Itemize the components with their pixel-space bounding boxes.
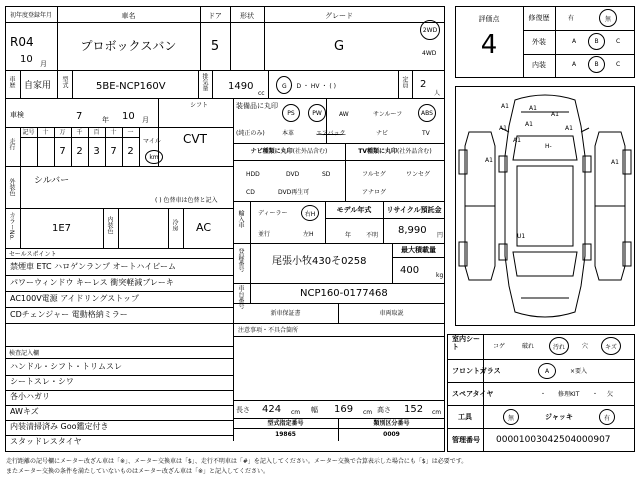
grade-value: G	[333, 39, 345, 54]
equipment-item: ナビ	[376, 130, 389, 137]
seat-option-circled: 汚れ	[549, 337, 569, 355]
inspector-line-rule	[5, 405, 233, 406]
right-hand-circle	[301, 205, 319, 221]
equipment-item-circled: PW	[308, 104, 326, 122]
recycle-unit: 円	[437, 232, 444, 239]
sales-line-rule	[5, 275, 233, 276]
inspection-month-unit: 月	[142, 116, 149, 124]
mileage-digit: 3	[93, 146, 100, 157]
footer-line-2: またメーター交換の条件を満たしていないものはメーター改ざん車は「※」と記入してください。	[6, 468, 270, 475]
model-year-value: 不明	[366, 232, 379, 239]
spare-opt-1: ・	[540, 391, 547, 398]
seat-option: 破れ	[522, 343, 535, 350]
width-value: 169	[334, 404, 354, 415]
diagram-damage-mark: A1	[485, 157, 493, 164]
sales-line-rule	[5, 291, 233, 292]
height-label: 高さ	[377, 406, 391, 414]
first-reg-value: R04	[10, 35, 34, 49]
capacity-label: 定員	[401, 76, 408, 88]
grade-abc-circled: B	[588, 56, 605, 73]
nav-title: ナビ種類に丸印	[250, 148, 293, 155]
mileage-digit: 2	[76, 146, 83, 157]
exterior-label: 外装	[532, 38, 546, 46]
tools-value: 無	[507, 414, 514, 422]
front-glass-a: A	[544, 367, 550, 375]
fuel-selected-circle	[276, 76, 292, 94]
model-value: 5BE-NCP160V	[96, 81, 166, 92]
doors-value: 5	[210, 39, 220, 54]
inspector-note-line: スタッドレスタイヤ	[10, 437, 82, 446]
unit-km: km	[149, 153, 159, 161]
registration-value: 尾張小牧430そ0258	[272, 256, 367, 267]
front-glass-replace: ×要入	[570, 368, 588, 375]
equipment-item-circled: PS	[282, 104, 300, 122]
type-cert-label: 型式指定番号	[267, 420, 304, 427]
car-name-label: 車名	[121, 12, 136, 20]
equipment-item: サンルーフ	[373, 111, 403, 118]
diagram-damage-mark: A1	[529, 105, 537, 112]
model-label: 型式	[61, 76, 68, 88]
diagram-damage-mark: U1	[517, 233, 526, 240]
digit-header: 十	[110, 129, 117, 136]
registration-label: 登録番号	[237, 248, 244, 272]
footer-line-1: 走行距離の記号欄にメーター改ざん車は「※」、メーター交換車は「$」、走行不明車は「#」を記入してください。メーター交換で合算表示した場合にも「$」は必要です。	[6, 458, 468, 465]
seat-option: コゲ	[493, 343, 506, 350]
ac-label: 冷房	[171, 219, 178, 231]
diagram-damage-mark: A1	[565, 125, 573, 132]
inspector-line-rule	[5, 390, 233, 391]
mileage-digit: 2	[127, 146, 134, 157]
jack-circle	[599, 409, 615, 425]
displacement-label: 排気量	[201, 73, 208, 91]
digit-col-line	[139, 127, 140, 166]
capacity-value: 2	[420, 79, 427, 90]
max-load-value: 400	[400, 265, 420, 276]
diagram-damage-mark: A1	[525, 121, 533, 128]
length-label: 長さ	[236, 406, 250, 414]
equipment-item: AW	[339, 111, 349, 118]
sales-line-rule	[5, 323, 233, 324]
seat-option: 穴	[582, 343, 589, 350]
sales-point-line: パワーウィンドウ キーレス 衝突軽減ブレーキ	[10, 278, 174, 287]
equipment-sub: (純正のみ)	[236, 130, 265, 137]
color-note: ( ) 色替車は色替と記入	[155, 197, 218, 204]
inspector-notes-label: 検査記入欄	[9, 350, 40, 357]
chassis-label: 車台番号	[237, 285, 244, 309]
jack-label: ジャッキ	[545, 413, 573, 421]
front-glass-circle	[538, 363, 556, 379]
nav-title-wrap	[233, 148, 345, 155]
inspector-note-line: シートスレ・シワ	[10, 377, 74, 386]
equipment-item: TV	[422, 130, 430, 137]
dealer-label: ディーラー	[258, 210, 288, 217]
fuel-options: G ・ D ・ HV ・ ( )	[282, 83, 336, 90]
grade-abc-circled: B	[588, 33, 605, 50]
tv-title: TV種類に丸印	[358, 148, 398, 155]
height-value: 152	[404, 404, 424, 415]
new-car-warranty: 新車保証書	[270, 310, 301, 317]
nav-sub: (社外品含む)	[292, 148, 328, 155]
model-year-unit: 年	[345, 232, 352, 239]
color-label: 外装色	[8, 178, 15, 196]
doors-label: ドア	[208, 12, 222, 20]
diagram-damage-mark: A1	[513, 137, 521, 144]
diagram-damage-mark: A1	[501, 103, 509, 110]
inspector-line-rule	[5, 420, 233, 421]
car-diagram	[455, 86, 635, 326]
tools-circle	[503, 409, 519, 425]
tv-item: アナログ	[362, 189, 387, 196]
inspector-line-rule	[5, 375, 233, 376]
diagram-damage-mark: A1	[551, 111, 559, 118]
front-glass-label: フロントガラス	[452, 367, 501, 375]
inspector-note-line: 各小ハガリ	[10, 392, 50, 401]
sales-points-label: セールスポイント	[9, 251, 57, 258]
recycle-label: リサイクル預託金	[386, 206, 442, 214]
unit-mile: マイル	[143, 138, 161, 145]
model-year-label: モデル年式	[336, 206, 372, 214]
seat-option-circled: キズ	[601, 337, 621, 355]
grade-abc: C	[616, 38, 621, 45]
chassis-value: NCP160-0177468	[300, 288, 388, 299]
cc-unit: cc	[258, 90, 265, 97]
interior-color-label: 内装色	[106, 216, 113, 234]
parallel-label: 並行	[258, 231, 271, 238]
usage-label: 車歴	[8, 76, 15, 88]
airbag-underline	[316, 134, 346, 135]
inspection-month: 10	[122, 111, 135, 122]
shift-label: シフト	[190, 102, 209, 109]
digit-header: 千	[76, 129, 83, 136]
interior-label: 内装	[532, 61, 546, 69]
notes-label: 注意事項・不具合箇所	[238, 327, 299, 334]
first-reg-label: 初年度登録年月	[9, 12, 52, 19]
height-unit: cm	[432, 409, 442, 416]
usage-value: 自家用	[24, 81, 52, 91]
inspection-year-unit: 年	[102, 116, 109, 124]
equipment-title: 装備品に丸印	[236, 102, 278, 110]
first-reg-month: 10	[20, 54, 33, 65]
grade-abc: A	[572, 61, 577, 68]
inspector-note-line: ハンドル・シフト・トリムスレ	[10, 362, 122, 371]
width-label: 幅	[311, 406, 318, 414]
score-value: 4	[480, 30, 498, 60]
vehicle-manual: 車両取説	[379, 310, 404, 317]
capacity-unit: 人	[434, 90, 441, 97]
drive-2wd-circle	[420, 20, 440, 40]
diagram-damage-mark: A1	[499, 125, 507, 132]
shift-value: CVT	[183, 132, 207, 146]
inspector-note-line: 内装清掃済み Goo鑑定付き	[10, 422, 109, 431]
mileage-digit: 7	[59, 146, 66, 157]
right-hand: 右H	[304, 210, 316, 218]
repair-label: 修復歴	[528, 14, 550, 22]
grade-abc: A	[572, 38, 577, 45]
color-code-value: 1E7	[52, 223, 72, 234]
displacement-value: 1490	[228, 81, 254, 92]
equipment-item-circled: ABS	[418, 104, 436, 122]
class-label: 類別区分番号	[373, 420, 410, 427]
class-value: 0009	[383, 431, 400, 438]
car-name-value: プロボックスバン	[80, 39, 177, 53]
mgmt-label: 管理番号	[452, 436, 480, 444]
spare-opt-2: 修理KIT	[558, 391, 580, 398]
width-unit: cm	[363, 409, 373, 416]
interior-seat-label: 室内シート	[452, 335, 480, 351]
ac-value: AC	[196, 221, 212, 234]
max-load-unit: kg	[436, 272, 444, 279]
spare-label: スペアタイヤ	[452, 390, 494, 398]
color-value: シルバー	[34, 176, 70, 186]
spare-opt-4: 欠	[607, 391, 614, 398]
sales-point-line: AC100V電源 アイドリングストップ	[10, 294, 140, 303]
length-unit: cm	[291, 409, 301, 416]
digit-header: 記号	[22, 129, 35, 136]
shape-label: 形状	[240, 12, 254, 20]
spare-opt-3: ・	[592, 391, 599, 398]
length-value: 424	[262, 404, 282, 415]
grade-abc: C	[616, 61, 621, 68]
inspection-label: 車検	[10, 111, 24, 119]
digit-header: 一	[127, 129, 134, 136]
nav-item: CD	[246, 189, 255, 196]
tv-sub: (社外品含む)	[397, 148, 432, 155]
repair-selected-circle	[599, 9, 617, 27]
mileage-digit: 7	[110, 146, 117, 157]
nav-item: DVD再生可	[278, 189, 310, 196]
digit-header: 百	[93, 129, 100, 136]
mileage-label: 走行	[8, 138, 15, 150]
unit-km-circle	[145, 150, 163, 164]
inspection-year: 7	[76, 111, 83, 122]
nav-item: HDD	[246, 171, 260, 178]
diagram-damage-mark: H-	[545, 143, 552, 150]
color-code-label: カラーNo.	[8, 212, 15, 240]
equipment-item: 本革	[282, 130, 295, 137]
type-cert-value: 19865	[275, 431, 296, 438]
sales-line-rule	[5, 307, 233, 308]
drive-4wd: 4WD	[422, 50, 437, 57]
tv-item: フルセグ	[362, 171, 386, 178]
tools-label: 工具	[458, 413, 472, 421]
sales-point-line: 禁煙車 ETC ハロゲンランプ オートハイビーム	[10, 262, 177, 271]
tv-title-wrap	[345, 148, 445, 155]
month-unit: 月	[40, 60, 47, 68]
digit-header: 万	[59, 129, 66, 136]
jack-value: 有	[603, 414, 610, 422]
left-hand: 左H	[303, 231, 314, 238]
score-label: 評価点	[478, 15, 500, 23]
inspector-line-rule	[5, 435, 233, 436]
inspector-note-line: AWキズ	[10, 407, 39, 416]
digit-header: 十	[42, 129, 49, 136]
tv-item: ワンセグ	[406, 171, 431, 178]
grade-label: グレード	[325, 12, 353, 20]
recycle-value: 8,990	[398, 225, 427, 236]
diagram-damage-mark: A1	[611, 159, 619, 166]
equipment-item: エアバック	[316, 130, 346, 137]
drive-2wd: 2WD	[422, 26, 438, 34]
sales-point-line: CDチェンジャー 電動格納ミラー	[10, 310, 128, 319]
mgmt-value: 00001003042504000907	[496, 435, 611, 445]
import-label: 輸入車	[237, 210, 244, 228]
nav-item: SD	[322, 171, 331, 178]
repair-option-yes: 有	[568, 15, 575, 22]
repair-option-no: 無	[604, 15, 611, 23]
max-load-label: 最大積載量	[401, 246, 436, 254]
nav-item: DVD	[286, 171, 300, 178]
